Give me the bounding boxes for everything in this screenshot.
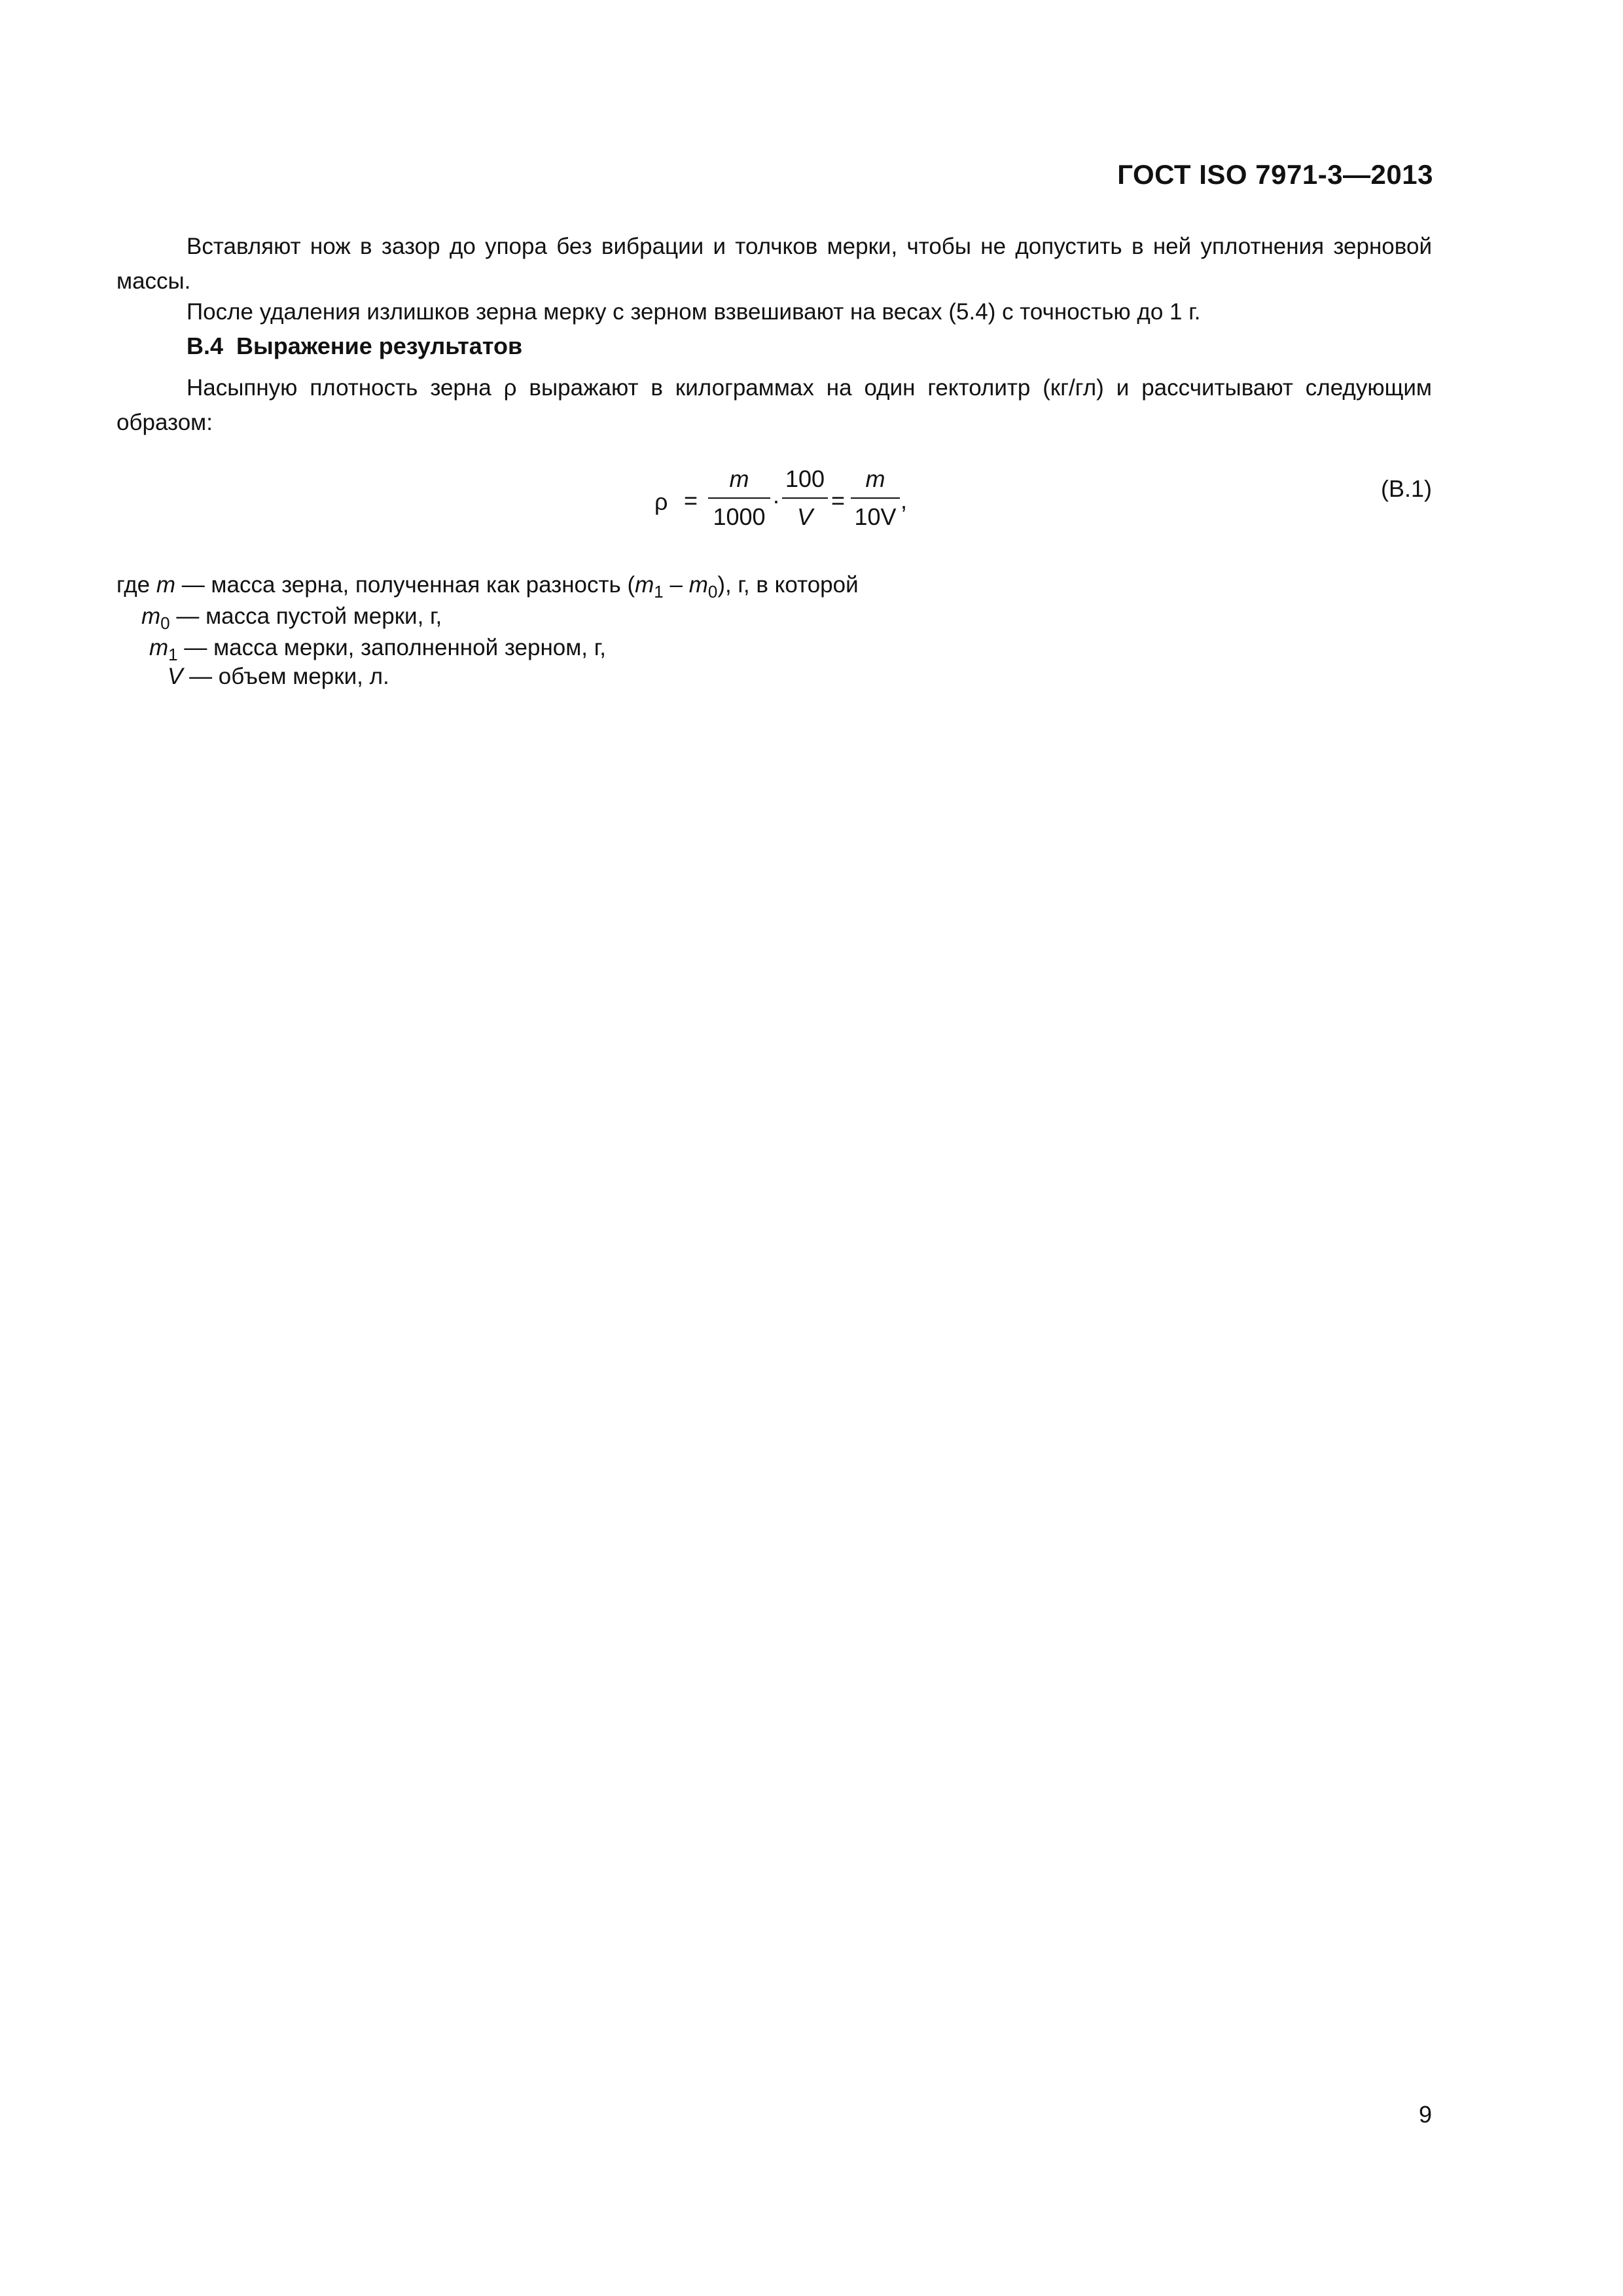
- paragraph-knife-insertion: Вставляют нож в зазор до упора без вибрации и толчков мерки, чтобы не допустить в ней уплотнения зерновой массы.: [116, 234, 1432, 294]
- fraction-numerator: m: [865, 465, 885, 492]
- where-text: — объем мерки, л.: [183, 664, 389, 689]
- section-number: В.4: [187, 332, 224, 359]
- fraction-denominator: V: [796, 503, 813, 530]
- section-heading: [187, 332, 522, 360]
- where-text: — масса мерки, заполненной зерном, г,: [177, 635, 606, 660]
- formula-rho: ρ: [654, 488, 668, 515]
- symbol-v: V: [168, 664, 183, 689]
- minus-sign: –: [663, 572, 689, 598]
- symbol-m1: m: [635, 572, 654, 598]
- fraction-numerator: m: [729, 465, 749, 492]
- symbol-m: m: [149, 635, 169, 660]
- paragraph-weighing: После удаления излишков зерна мерку с зерном взвешивают на весах (5.4) с точностью до 1 г.: [187, 299, 1201, 325]
- section-title: Выражение результатов: [236, 332, 523, 359]
- where-line-v: [168, 661, 389, 692]
- page-number: 9: [1418, 2101, 1432, 2128]
- formula-equals-1: =: [684, 487, 698, 514]
- symbol-m0: m: [688, 572, 708, 598]
- subscript-1: 1: [168, 645, 178, 664]
- subscript-0: 0: [707, 582, 718, 601]
- symbol-m: m: [141, 603, 161, 629]
- formula-b1: [654, 463, 916, 542]
- where-text: — масса зерна, полученная как разность (: [175, 572, 635, 598]
- fraction-100-over-v: [782, 463, 828, 533]
- formula-dot: ·: [772, 487, 780, 514]
- fraction-m-over-10v: [851, 463, 900, 533]
- fraction-denominator: 10V: [854, 503, 897, 530]
- fraction-m-over-1000: [708, 463, 770, 533]
- where-text: — масса пустой мерки, г,: [169, 603, 442, 629]
- where-text-end: ), г, в которой: [717, 572, 859, 598]
- formula-comma: ,: [901, 487, 908, 514]
- subscript-0: 0: [160, 613, 170, 633]
- fraction-numerator: 100: [785, 465, 825, 492]
- fraction-denominator: 1000: [713, 503, 766, 530]
- formula-equals-2: =: [831, 487, 846, 514]
- subscript-1: 1: [654, 582, 664, 601]
- paragraph-density-definition: Насыпную плотность зерна ρ выражают в килограммах на один гектолитр (кг/гл) и рассчитывают следующим образом:: [116, 375, 1432, 435]
- where-prefix: где: [116, 572, 156, 598]
- document-header: ГОСТ ISO 7971-3—2013: [1117, 159, 1433, 190]
- symbol-m: m: [156, 572, 175, 598]
- equation-number: (В.1): [1380, 475, 1432, 502]
